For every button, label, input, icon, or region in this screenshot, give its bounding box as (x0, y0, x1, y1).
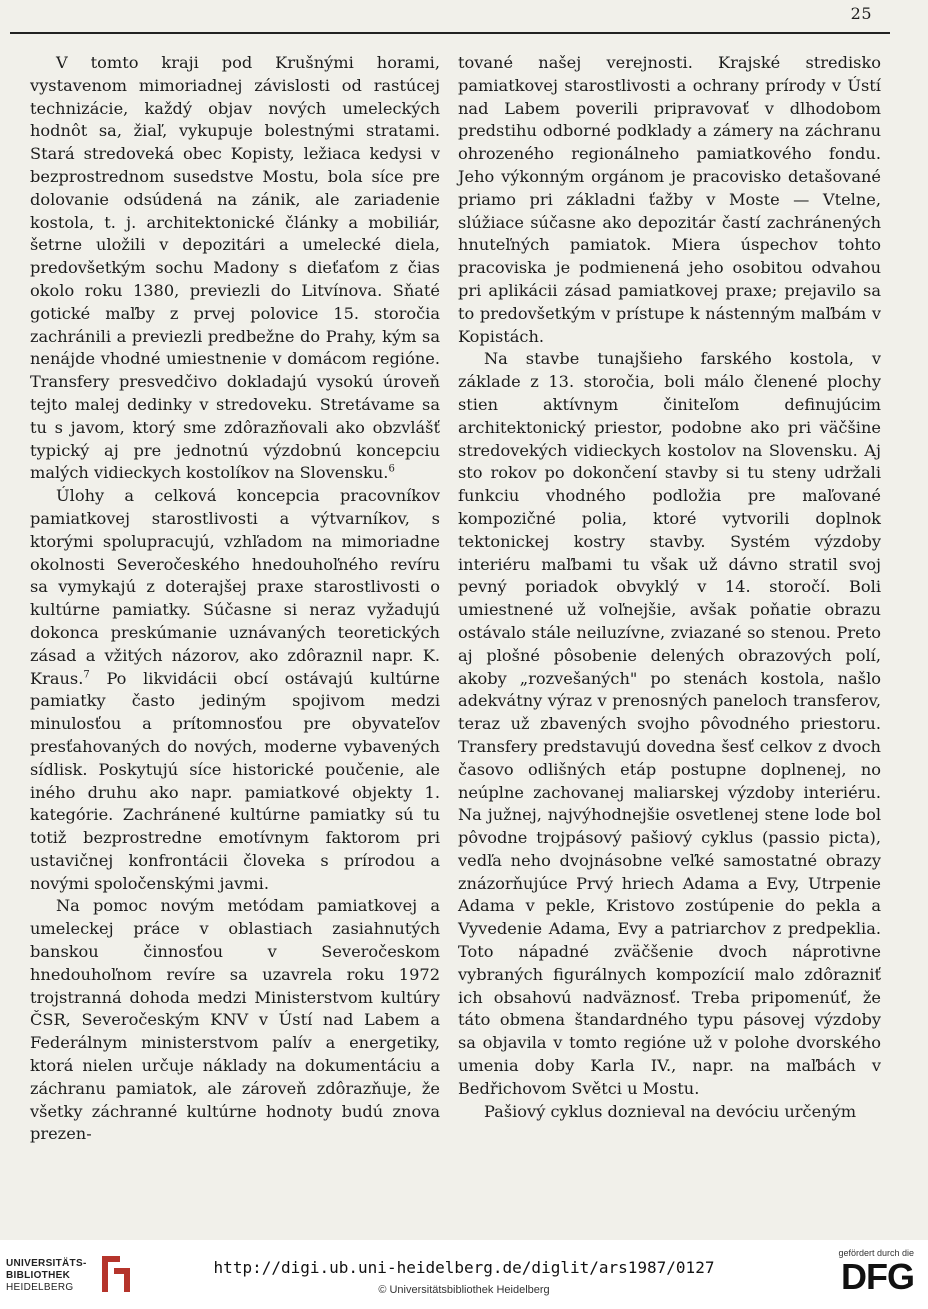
paragraph: tované našej verejnosti. Krajské stredisko pamiatkovej starostlivosti a ochrany prírody v Ústí nad Labem poverili pripravovať v dlhodobom predstihu odborné podklady a zámery na záchranu ohrozeného regionálneho pamiatkového fondu. Jeho výkonným orgánom je pracovisko detašované priamo pri základni ťažby v Moste — Vtelne, slúžiace súčasne ako depozitár častí zachránených hnuteľných pamiatok. Miera úspechov tohto pracoviska je podmienená jeho osobitou odvahou pri aplikácii zásad pamiatkovej praxe; prejavilo sa to predovšetkým v prístupe k nástenným maľbám v Kopistách. (458, 53, 881, 346)
dfg-wordmark: DFG (841, 1256, 914, 1297)
paragraph: Na pomoc novým metódam pamiatkovej a umeleckej práce v oblastiach zasiahnutých banskou činnosťou v Severočeskom hnedouhoľnom revíre sa uzavrela roku 1972 trojstranná dohoda medzi Ministerstvom kultúry ČSR, Severočeským KNV v Ústí nad Labem a Federálnym ministerstvom palív a energetiky, ktorá nielen určuje náklady na dokumentáciu a záchranu pamiatok, ale zároveň zdôrazňuje, že všetky záchranné kultúrne hodnoty budú znova prezen- (30, 896, 440, 1144)
paragraph: Na stavbe tunajšieho farského kostola, v základe z 13. storočia, boli málo členené plochy stien aktívnym činiteľom definujúcim architektonický priestor, podobne ako pri väčšine stredovekých vidieckych kostolov na Slovensku. Aj sto rokov po dokončení stavby si tu steny udržali funkciu vhodného podložia pre maľované kompozičné polia, ktoré vytvorili doplnok tektonickej kostry stavby. Systém výzdoby interiéru maľbami tu však už dávno stratil svoj pevný poriadok obvyklý v 14. storočí. Boli umiestnené už voľnejšie, avšak poňatie obrazu ostávalo stále neiluzívne, zviazané so stenou. Preto aj plošné pôsobenie delených obrazových polí, akoby „rozvešaných" po stenách kostola, našlo adekvátny výraz v prenosných paneloch transferov, teraz už zbavených svojho pôvodného priestoru. Transfery predstavujú dovedna šesť celkov z dvoch časovo odlišných etáp postupne doplnenej, no neúplne zachovanej maliarskej výzdoby interiéru. Na južnej, najvýhodnejšie osvetlenej stene lode bol pôvodne trojpásový pašiový cyklus (passio picta), vedľa neho dvojnásobne veľké samostatné obrazy znázorňujúce Prvý hriech Adama a Evy, Utrpenie Adama v pekle, Kristovo zostúpenie do pekla a Vyvedenie Adama, Evy a patriarchov z predpeklia. Toto nápadné zväčšenie dvoch náprotivne vybraných figurálnych kompozícií malo zdôrazniť ich obsahovú nadväznosť. Treba pripomenúť, že táto obmena štandardného typu pásovej výzdoby sa objavila v tomto regióne už v polohe dvorského umenia doby Karla IV., napr. na maľbách v Bedřichovom Světci u Mostu. (458, 349, 881, 1098)
header-rule (10, 32, 890, 34)
left-column (30, 52, 440, 1146)
footer-bar (0, 1240, 928, 1309)
page-number: 25 (850, 4, 872, 23)
footnote-ref[interactable]: 6 (388, 463, 395, 475)
footnote-ref[interactable]: 7 (83, 669, 90, 681)
copyright-notice: © Universitätsbibliothek Heidelberg (378, 1284, 550, 1296)
funding-label: gefördert durch die (838, 1248, 914, 1258)
library-name: UNIVERSITÄTS- BIBLIOTHEK HEIDELBERG (6, 1258, 87, 1293)
paragraph: Úlohy a celková koncepcia pracovníkov pamiatkovej starostlivosti a výtvarníkov, s ktorými spolupracujú, vzhľadom na mimoriadne okolnosti Severočeského hnedouhoľného revíru sa vymykajú z doterajšej praxe starostlivosti o kultúrne pamiatky. Súčasne si neraz vyžadujú dokonca preskúmanie uznávaných teoretických zásad a vžitých názorov, ako zdôraznil napr. K. Kraus.$^7$ Po likvidácii obcí ostávajú kultúrne pamiatky často jediným spojivom medzi minulosťou a prítomnosťou pre obyvateľov presťahovaných do nových, moderne vybavených sídlisk. Poskytujú síce historické poučenie, ale iného druhu ako napr. pamiatkové objekty 1. kategórie. Zachránené kultúrne pamiatky sú tu totiž bezprostredne emotívnym faktorom pri ustavičnej konfrontácii človeka s prírodou a novými spoločenskými javmi. (30, 486, 440, 893)
paragraph: V tomto kraji pod Krušnými horami, vystavenom mimoriadnej závislosti od rastúcej technizácie, každý objav nových umeleckých hodnôt sa, žiaľ, vykupuje bolestnými stratami. Stará stredoveká obec Kopisty, ležiaca kedysi v bezprostrednom susedstve Mostu, bola síce pre dolovanie odsúdená na zánik, ale zariadenie kostola, t. j. architektonické články a mobiliár, šetrne uložili v depozitári a umelecké diela, predovšetkým sochu Madony s dieťaťom z čias okolo roku 1380, previezli do Litvínova. Sňaté gotické maľby z prvej polovice 15. storočia zachránili a previezli predbežne do Prahy, kým sa nenájde vhodné umiestnenie v domácom regióne. Transfery presvedčivo dokladajú vysokú úroveň tejto malej dedinky v stredoveku. Stretávame sa tu s javom, ktorý sme zdôrazňovali ako obzvlášť typický aj pre jednotnú výzdobnú koncepciu malých vidieckych kostolíkov na Slovensku.$^6$ (30, 53, 440, 483)
right-column (458, 52, 881, 1123)
paragraph: Pašiový cyklus doznieval na devóciu určeným (484, 1101, 857, 1121)
permalink-url[interactable]: http://digi.ub.uni-heidelberg.de/diglit/ars1987/0127 (213, 1258, 715, 1277)
dfg-logo[interactable] (818, 1248, 914, 1304)
